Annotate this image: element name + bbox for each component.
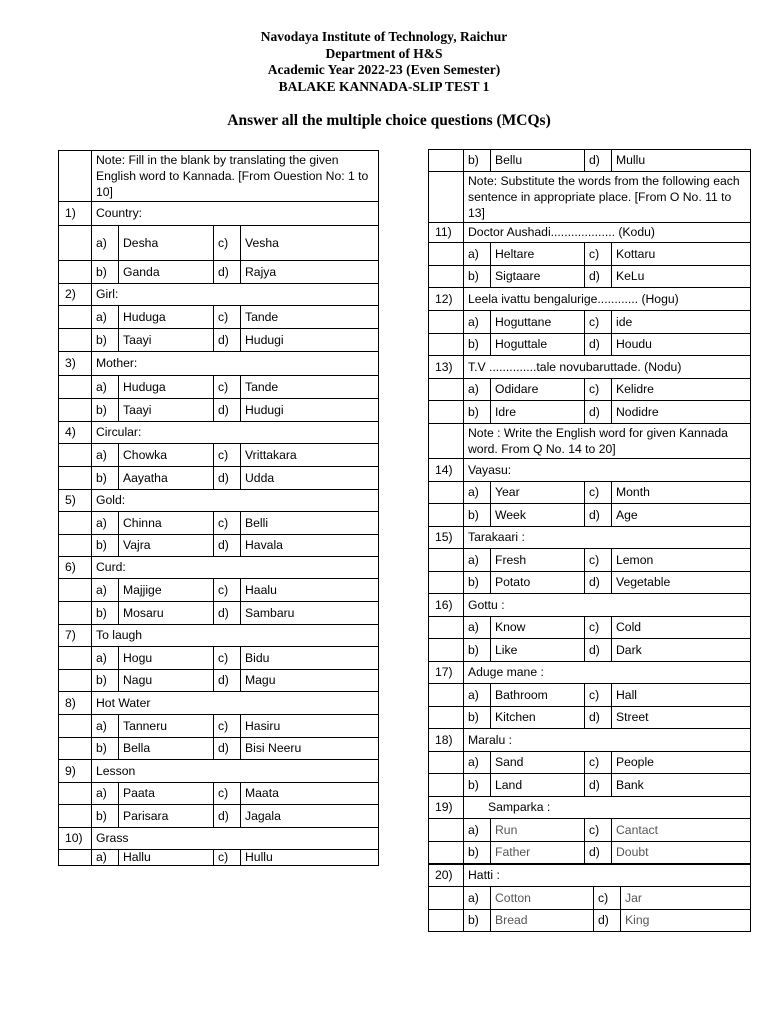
option-label: d) <box>585 572 612 594</box>
option-row <box>429 311 751 334</box>
question-row <box>429 662 751 684</box>
option-label: b) <box>464 334 491 356</box>
option-label: b) <box>464 401 491 424</box>
option-label: d) <box>214 805 241 828</box>
question-row <box>59 284 379 306</box>
question-row <box>429 459 751 482</box>
option-b: Ganda <box>119 261 214 284</box>
question-row <box>59 557 379 579</box>
option-b: Sigtaare <box>491 266 585 288</box>
question-text: Lesson <box>92 760 379 783</box>
option-row <box>59 329 379 352</box>
option-row <box>429 266 751 288</box>
option-a: Hogu <box>119 647 214 670</box>
option-a: Chinna <box>119 512 214 535</box>
option-row <box>429 752 751 774</box>
option-row <box>429 842 751 864</box>
option-b: Idre <box>491 401 585 424</box>
question-text: Hot Water <box>92 692 379 715</box>
option-label: d) <box>585 266 612 288</box>
option-label: c) <box>585 549 612 572</box>
option-d: Nodidre <box>612 401 751 424</box>
option-label: d) <box>214 535 241 557</box>
question-text: To laugh <box>92 625 379 647</box>
option-row <box>59 602 379 625</box>
option-row <box>429 617 751 639</box>
option-label: c) <box>214 306 241 329</box>
question-text: Gottu : <box>464 594 751 617</box>
instruction: Answer all the multiple choice questions (MCQs) <box>227 112 551 129</box>
question-number: 17) <box>429 662 464 684</box>
question-number: 9) <box>59 760 92 783</box>
question-row <box>59 828 379 850</box>
institute-name: Navodaya Institute of Technology, Raichur <box>260 29 508 44</box>
option-label: a) <box>92 512 119 535</box>
option-label: c) <box>585 482 612 504</box>
option-c: Tande <box>241 306 379 329</box>
option-label: a) <box>464 617 491 639</box>
option-a: Huduga <box>119 306 214 329</box>
question-text: Samparka : <box>464 797 751 819</box>
question-number: 15) <box>429 527 464 549</box>
option-label: c) <box>214 850 241 866</box>
question-text: Circular: <box>92 422 379 444</box>
question-text: Aduge mane : <box>464 662 751 684</box>
option-label: d) <box>214 399 241 422</box>
option-c: Vesha <box>241 226 379 261</box>
question-row <box>429 356 751 379</box>
option-label: a) <box>92 376 119 399</box>
option-label: d) <box>585 401 612 424</box>
academic-year: Academic Year 2022-23 (Even Semester) <box>267 62 501 77</box>
option-row <box>59 783 379 805</box>
option-d: Dark <box>612 639 751 662</box>
option-label: a) <box>92 579 119 602</box>
option-b: Nagu <box>119 670 214 692</box>
option-label: a) <box>92 715 119 738</box>
option-a: Year <box>491 482 585 504</box>
option-d: Sambaru <box>241 602 379 625</box>
option-label: b) <box>464 639 491 662</box>
option-row <box>59 376 379 399</box>
option-b: Bellu <box>491 150 585 172</box>
option-a: Tanneru <box>119 715 214 738</box>
option-b: Mosaru <box>119 602 214 625</box>
option-label: b) <box>92 602 119 625</box>
option-row <box>429 379 751 401</box>
option-label: d) <box>214 670 241 692</box>
option-row <box>429 504 751 527</box>
option-label: d) <box>214 329 241 352</box>
option-c: Jar <box>621 887 751 910</box>
option-a: Cotton <box>491 887 594 910</box>
option-label: a) <box>464 243 491 266</box>
question-number: 2) <box>59 284 92 306</box>
question-number: 6) <box>59 557 92 579</box>
question-text: T.V ..............tale novubaruttade. (Nodu) <box>464 356 751 379</box>
option-label: c) <box>214 579 241 602</box>
question-number: 18) <box>429 729 464 752</box>
option-d: Havala <box>241 535 379 557</box>
option-c: Hasiru <box>241 715 379 738</box>
option-a: Huduga <box>119 376 214 399</box>
option-a: Desha <box>119 226 214 261</box>
option-label: a) <box>92 647 119 670</box>
option-label: c) <box>585 752 612 774</box>
option-row <box>59 850 379 866</box>
option-a: Hallu <box>119 850 214 866</box>
option-label: b) <box>464 910 491 932</box>
option-label: d) <box>585 707 612 729</box>
option-c: Month <box>612 482 751 504</box>
option-row <box>59 306 379 329</box>
option-d: Bank <box>612 774 751 797</box>
option-d: Hudugi <box>241 329 379 352</box>
question-row <box>59 760 379 783</box>
option-c: Belli <box>241 512 379 535</box>
question-row <box>59 352 379 376</box>
option-label: c) <box>214 376 241 399</box>
option-row <box>59 467 379 490</box>
option-b: Land <box>491 774 585 797</box>
option-label: b) <box>92 399 119 422</box>
question-row <box>59 625 379 647</box>
question-row <box>59 692 379 715</box>
option-b: Bella <box>119 738 214 760</box>
option-label: a) <box>464 549 491 572</box>
option-a: Majjige <box>119 579 214 602</box>
question-number: 3) <box>59 352 92 376</box>
option-label: c) <box>585 379 612 401</box>
option-row <box>429 482 751 504</box>
option-d: Street <box>612 707 751 729</box>
option-b: Kitchen <box>491 707 585 729</box>
option-b: Taayi <box>119 329 214 352</box>
option-label: b) <box>92 329 119 352</box>
option-a: Bathroom <box>491 684 585 707</box>
note-row <box>429 172 751 223</box>
option-d: Magu <box>241 670 379 692</box>
question-text: Gold: <box>92 490 379 512</box>
option-label: b) <box>464 774 491 797</box>
option-d: Jagala <box>241 805 379 828</box>
option-label: d) <box>214 261 241 284</box>
option-label: b) <box>92 670 119 692</box>
option-c: Haalu <box>241 579 379 602</box>
option-label: a) <box>92 226 119 261</box>
option-label: d) <box>585 150 612 172</box>
option-label: a) <box>464 684 491 707</box>
option-label: b) <box>92 261 119 284</box>
option-row <box>429 910 751 932</box>
option-label: c) <box>214 783 241 805</box>
question-text: Girl: <box>92 284 379 306</box>
option-d: Bisi Neeru <box>241 738 379 760</box>
option-label: d) <box>214 602 241 625</box>
department-name: Department of H&S <box>325 45 443 61</box>
option-row <box>59 715 379 738</box>
option-d: King <box>621 910 751 932</box>
option-label: a) <box>464 482 491 504</box>
option-label: d) <box>214 738 241 760</box>
option-label: b) <box>464 572 491 594</box>
question-text: Maralu : <box>464 729 751 752</box>
option-row <box>429 401 751 424</box>
option-row <box>429 639 751 662</box>
option-row <box>59 738 379 760</box>
option-row <box>59 670 379 692</box>
option-c: Bidu <box>241 647 379 670</box>
option-d: Mullu <box>612 150 751 172</box>
option-row <box>429 243 751 266</box>
question-row <box>429 288 751 311</box>
option-a: Know <box>491 617 585 639</box>
option-label: b) <box>92 738 119 760</box>
option-b: Potato <box>491 572 585 594</box>
question-row <box>429 527 751 549</box>
option-row <box>429 572 751 594</box>
question-number: 12) <box>429 288 464 311</box>
option-row <box>429 684 751 707</box>
option-row <box>429 774 751 797</box>
option-label: a) <box>92 783 119 805</box>
question-text: Leela ivattu bengalurige............ (Hogu) <box>464 288 751 311</box>
question-number: 11) <box>429 223 464 243</box>
question-row <box>429 594 751 617</box>
option-row <box>429 150 751 172</box>
option-c: Hall <box>612 684 751 707</box>
question-number: 8) <box>59 692 92 715</box>
question-row <box>429 223 751 243</box>
option-label: a) <box>92 850 119 866</box>
option-label: b) <box>92 535 119 557</box>
option-c: Hullu <box>241 850 379 866</box>
note-text: Note: Fill in the blank by translating the given English word to Kannada. [From Ouestion No: 1 to 10] <box>92 151 379 202</box>
option-row <box>429 887 751 910</box>
option-label: b) <box>464 504 491 527</box>
question-text: Tarakaari : <box>464 527 751 549</box>
option-b: Hoguttale <box>491 334 585 356</box>
option-label: c) <box>214 444 241 467</box>
note-row <box>59 151 379 202</box>
question-number: 5) <box>59 490 92 512</box>
option-label: c) <box>214 647 241 670</box>
option-row <box>59 535 379 557</box>
question-text: Doctor Aushadi................... (Kodu) <box>464 223 751 243</box>
option-c: Lemon <box>612 549 751 572</box>
question-text: Grass <box>92 828 379 850</box>
question-number: 1) <box>59 202 92 226</box>
option-label: b) <box>464 266 491 288</box>
option-b: Taayi <box>119 399 214 422</box>
option-b: Week <box>491 504 585 527</box>
option-label: b) <box>464 707 491 729</box>
option-label: a) <box>464 819 491 842</box>
option-a: Paata <box>119 783 214 805</box>
option-label: c) <box>214 715 241 738</box>
question-text: Curd: <box>92 557 379 579</box>
option-d: Hudugi <box>241 399 379 422</box>
question-number: 19) <box>429 797 464 819</box>
note-row <box>429 424 751 459</box>
option-b: Bread <box>491 910 594 932</box>
option-label: b) <box>464 842 491 864</box>
option-row <box>429 334 751 356</box>
option-row <box>429 549 751 572</box>
question-row <box>429 797 751 819</box>
question-row <box>429 729 751 752</box>
option-label: c) <box>214 512 241 535</box>
option-b: Father <box>491 842 585 864</box>
option-label: d) <box>585 334 612 356</box>
option-row <box>59 579 379 602</box>
option-d: KeLu <box>612 266 751 288</box>
question-text: Country: <box>92 202 379 226</box>
question-number: 16) <box>429 594 464 617</box>
question-number: 4) <box>59 422 92 444</box>
question-number: 14) <box>429 459 464 482</box>
option-c: Cantact <box>612 819 751 842</box>
option-d: Age <box>612 504 751 527</box>
question-number: 7) <box>59 625 92 647</box>
question-20-table <box>428 864 751 932</box>
option-a: Chowka <box>119 444 214 467</box>
option-c: Tande <box>241 376 379 399</box>
option-c: Kottaru <box>612 243 751 266</box>
option-label: c) <box>585 311 612 334</box>
option-row <box>59 399 379 422</box>
note-text: Note : Write the English word for given Kannada word. From Q No. 14 to 20] <box>464 424 751 459</box>
option-c: Vrittakara <box>241 444 379 467</box>
question-row <box>429 865 751 887</box>
option-a: Run <box>491 819 585 842</box>
option-c: People <box>612 752 751 774</box>
question-row <box>59 422 379 444</box>
option-row <box>59 512 379 535</box>
option-c: Maata <box>241 783 379 805</box>
question-text: Vayasu: <box>464 459 751 482</box>
option-label: b) <box>92 805 119 828</box>
option-label: d) <box>214 467 241 490</box>
option-d: Vegetable <box>612 572 751 594</box>
question-number: 13) <box>429 356 464 379</box>
option-row <box>59 261 379 284</box>
option-label: c) <box>594 887 621 910</box>
option-c: ide <box>612 311 751 334</box>
option-a: Odidare <box>491 379 585 401</box>
right-question-table <box>428 149 751 864</box>
option-label: a) <box>464 379 491 401</box>
option-b: Parisara <box>119 805 214 828</box>
question-number: 10) <box>59 828 92 850</box>
option-c: Kelidre <box>612 379 751 401</box>
option-a: Hoguttane <box>491 311 585 334</box>
option-d: Doubt <box>612 842 751 864</box>
note-text: Note: Substitute the words from the following each sentence in appropriate place. [From O No. 11 to 13] <box>464 172 751 223</box>
option-d: Rajya <box>241 261 379 284</box>
question-text: Mother: <box>92 352 379 376</box>
option-label: b) <box>464 150 491 172</box>
option-row <box>59 226 379 261</box>
option-a: Heltare <box>491 243 585 266</box>
option-label: d) <box>585 504 612 527</box>
option-row <box>59 444 379 467</box>
option-row <box>59 647 379 670</box>
question-row <box>59 202 379 226</box>
option-b: Vajra <box>119 535 214 557</box>
option-label: c) <box>585 684 612 707</box>
option-c: Cold <box>612 617 751 639</box>
option-b: Aayatha <box>119 467 214 490</box>
option-d: Houdu <box>612 334 751 356</box>
option-row <box>429 819 751 842</box>
document-header <box>0 29 768 95</box>
option-label: c) <box>585 819 612 842</box>
option-label: c) <box>585 617 612 639</box>
option-label: c) <box>214 226 241 261</box>
option-d: Udda <box>241 467 379 490</box>
option-label: d) <box>585 774 612 797</box>
option-label: d) <box>594 910 621 932</box>
left-question-table <box>58 150 379 866</box>
option-b: Like <box>491 639 585 662</box>
question-row <box>59 490 379 512</box>
option-label: a) <box>464 887 491 910</box>
option-a: Fresh <box>491 549 585 572</box>
question-text: Hatti : <box>464 865 751 887</box>
question-number: 20) <box>429 865 464 887</box>
option-label: a) <box>464 311 491 334</box>
option-label: d) <box>585 842 612 864</box>
option-a: Sand <box>491 752 585 774</box>
option-row <box>59 805 379 828</box>
option-label: a) <box>92 306 119 329</box>
option-row <box>429 707 751 729</box>
test-title: BALAKE KANNADA-SLIP TEST 1 <box>278 78 490 94</box>
option-label: c) <box>585 243 612 266</box>
option-label: b) <box>92 467 119 490</box>
option-label: a) <box>92 444 119 467</box>
option-label: d) <box>585 639 612 662</box>
option-label: a) <box>464 752 491 774</box>
